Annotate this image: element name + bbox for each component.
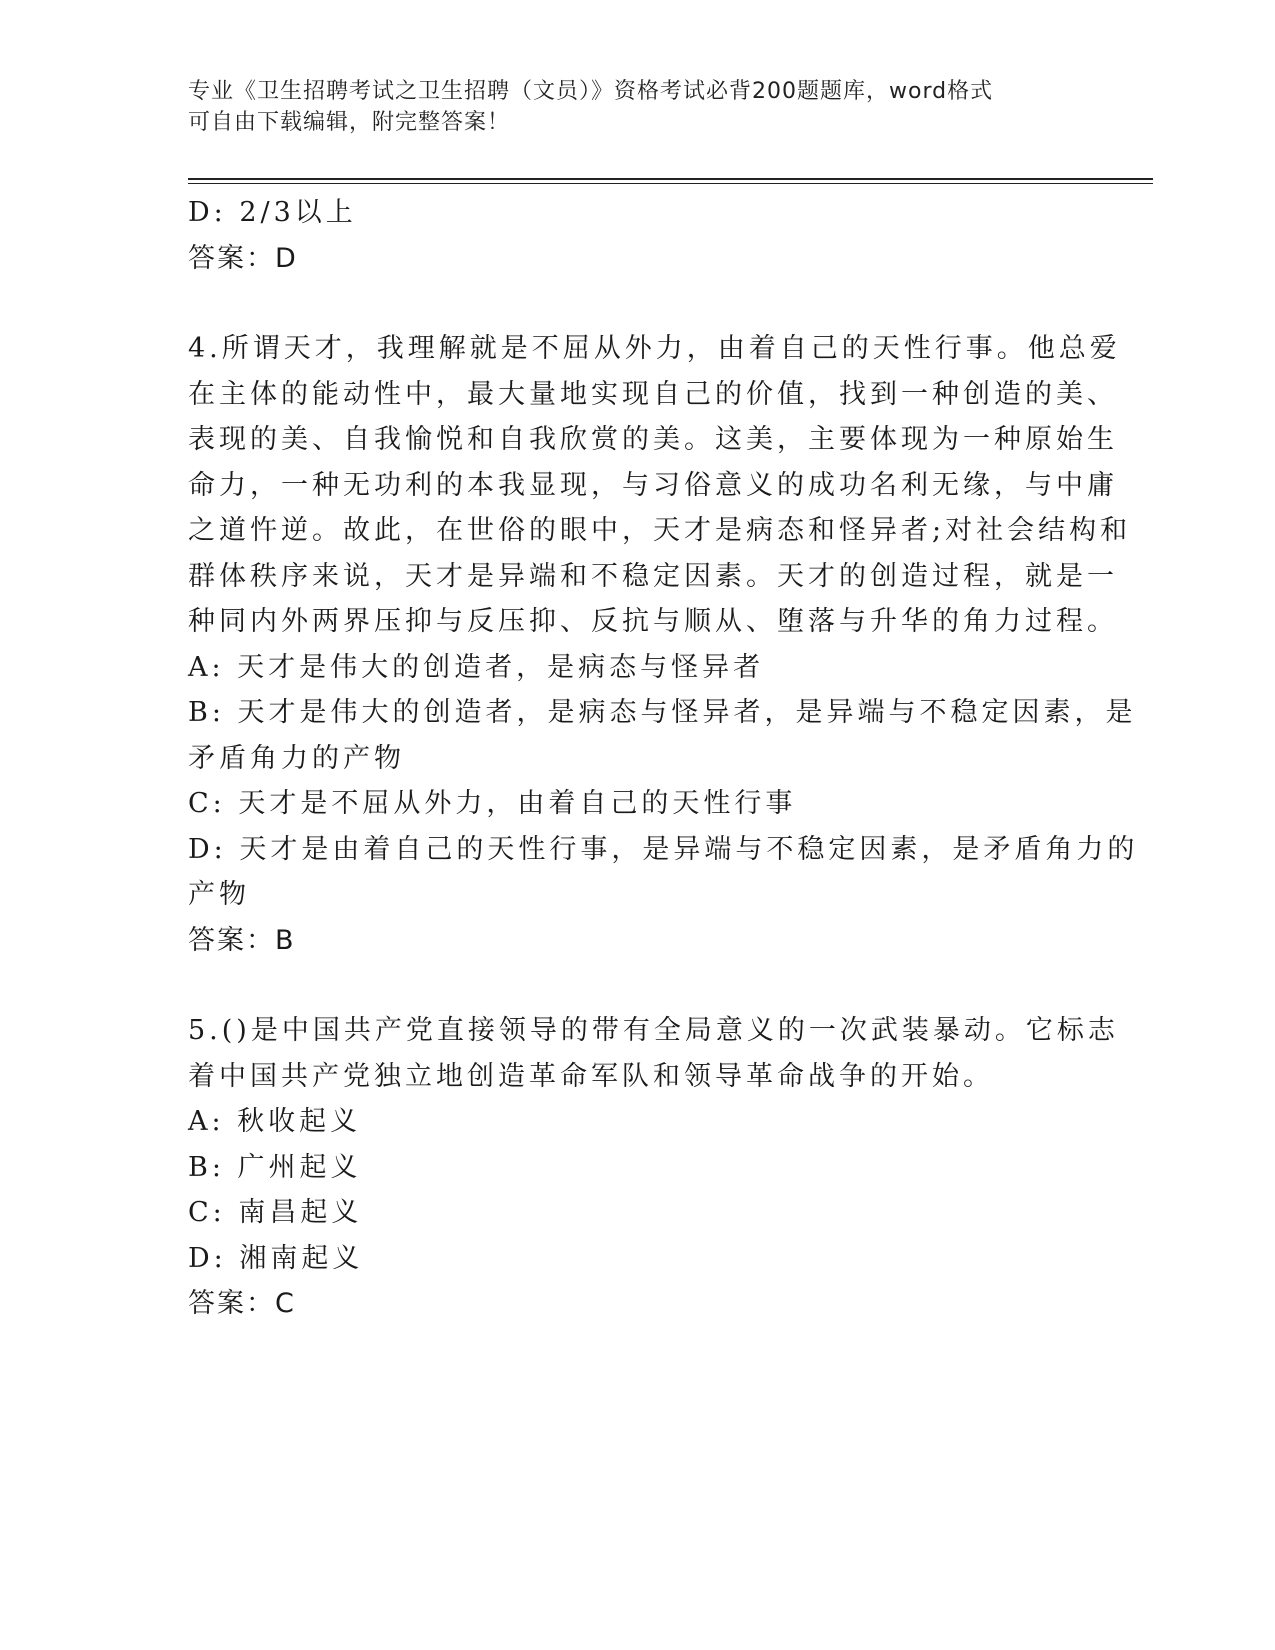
q4-option-d-line-2: 产物 [188,879,250,910]
header-line-1: 专业《卫生招聘考试之卫生招聘（文员）》资格考试必背200题题库，word格式 [188,79,994,104]
spacer [188,281,1088,326]
q4-stem-line-3: 表现的美、自我愉悦和自我欣赏的美。这美，主要体现为一种原始生 [188,424,1118,455]
q4-stem-line-2: 在主体的能动性中，最大量地实现自己的价值，找到一种创造的美、 [188,378,1118,410]
q5-stem-line-1: 5.()是中国共产党直接领导的带有全局意义的一次武装暴动。它标志 [188,1015,1119,1046]
q4-option-b-line-2: 矛盾角力的产物 [188,742,405,774]
q4-answer: 答案：B [188,924,296,956]
q4-option-a: A: 天才是伟大的创造者，是病态与怪异者 [188,651,765,683]
q5-option-c: C: 南昌起义 [188,1197,363,1228]
q5-option-d: D: 湘南起义 [188,1242,364,1274]
document-body [188,190,1139,1327]
q4-option-b-line-1: B: 天才是伟大的创造者，是病态与怪异者，是异端与不稳定因素，是 [188,697,1137,728]
q4-option-c: C: 天才是不屈从外力，由着自己的天性行事 [188,788,797,819]
prev-option-d: D: 2/3以上 [188,197,357,228]
question-4 [188,326,1139,963]
q4-option-d-line-1: D: 天才是由着自己的天性行事，是异端与不稳定因素，是矛盾角力的 [188,833,1139,865]
header-line-2: 可自由下载编辑，附完整答案！ [188,110,511,135]
q4-stem-line-6: 群体秩序来说，天才是异端和不稳定因素。天才的创造过程，就是一 [188,560,1118,592]
q5-answer: 答案：C [188,1288,296,1319]
prev-answer: 答案：D [188,242,298,274]
q4-stem-line-1: 4.所谓天才，我理解就是不屈从外力，由着自己的天性行事。他总爱 [188,333,1121,364]
q4-stem-line-7: 种同内外两界压抑与反压抑、反抗与顺从、堕落与升华的角力过程。 [188,606,1118,637]
document-header [188,76,1088,138]
question-5 [188,1008,1119,1327]
header-divider [188,178,1153,184]
q4-stem-line-4: 命力，一种无功利的本我显现，与习俗意义的成功名利无缘，与中庸 [188,469,1118,501]
q5-stem-line-2: 着中国共产党独立地创造革命军队和领导革命战争的开始。 [188,1060,994,1092]
q5-option-b: B: 广州起义 [188,1151,362,1183]
spacer [188,963,1088,1008]
q4-stem-line-5: 之道忤逆。故此，在世俗的眼中，天才是病态和怪异者;对社会结构和 [188,515,1132,546]
q5-option-a: A: 秋收起义 [188,1106,362,1137]
